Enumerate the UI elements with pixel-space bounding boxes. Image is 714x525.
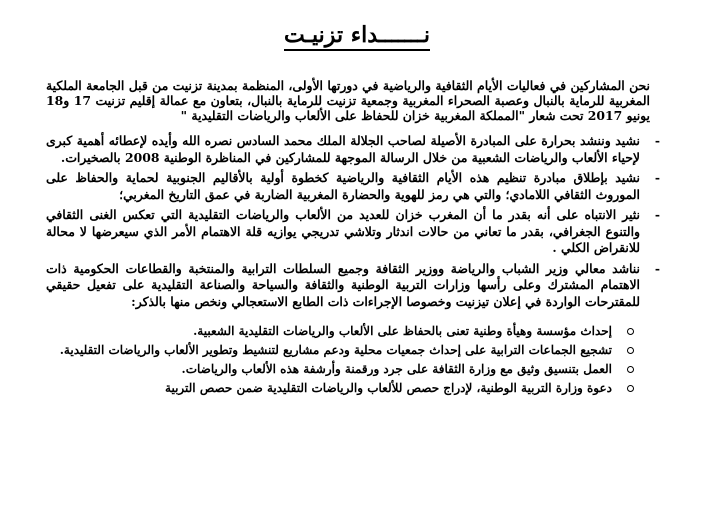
document-title: نـــــــداء تزنيـت (46, 0, 668, 58)
list-item (46, 381, 668, 396)
point-text: نثير الانتباه على أنه بقدر ما أن المغرب خزان للعديد من الألعاب والرياضات التقليدية التي تعكس الغنى الثقافي والتنوع الجغرافي، بقدر ما تعاني من حالات اندثار وتلاشي تدريجي يوازيه قلة الاهتمام الأمر الذي سيعرضها لا محالة للانقراض الكلي . (46, 207, 640, 255)
list-item (46, 324, 668, 339)
circle-bullet-icon (627, 366, 634, 373)
measure-text: دعوة وزارة التربية الوطنية، لإدراج حصص للألعاب والرياضات التقليدية ضمن حصص التربية (165, 381, 612, 395)
circle-bullet-icon (627, 328, 634, 335)
list-item (46, 170, 668, 203)
point-text: نشيد وننشد بحرارة على المبادرة الأصيلة لصاحب الجلالة الملك محمد السادس نصره الله وأيده لإعطائه أهمية كبرى لإحياء الألعاب والرياضات الشعبية من خلال الرسالة الموجهة للمشاركين في المناظرة الوطنية 2008 بالصخيرات. (46, 133, 640, 165)
intro-paragraph: نحن المشاركين في فعاليات الأيام الثقافية والرياضية في دورتها الأولى، المنظمة بمدينة تزنيت من قبل الجامعة الملكية المغربية للرماية بالنبال وعصبة الصحراء المغربية وجمعية تزنيت للرماية بالنبال، بتعاون مع عمالة إقليم تزنيت 17 و18 يونيو 2017 تحت شعار "المملكة المغربية خزان للحفاظ على الألعاب والرياضات التقليدية " (46, 78, 650, 123)
measure-text: العمل بتنسيق وثيق مع وزارة الثقافة على جرد ورقمنة وأرشفة هذه الألعاب والرياضات. (181, 362, 612, 376)
point-text: نشيد بإطلاق مبادرة تنظيم هذه الأيام الثقافية والرياضية كخطوة أولية بالأقاليم الجنوبية لحماية والحفاظ على الموروث الثقافي اللامادي؛ والتي هي رمز للهوية والحضارة المغربية الضاربة في عمق التاريخ المغربي؛ (46, 170, 640, 202)
list-item (46, 261, 668, 311)
list-item (46, 362, 668, 377)
list-item (46, 133, 668, 166)
measures-list (46, 324, 668, 396)
points-list (46, 133, 668, 310)
measure-text: تشجيع الجماعات الترابية على إحداث جمعيات محلية ودعم مشاريع لتنشيط وتطوير الألعاب والرياضات التقليدية. (59, 343, 612, 357)
list-item (46, 207, 668, 257)
dash-bullet: - (654, 207, 660, 222)
point-text: نناشد معالي وزير الشباب والرياضة ووزير الثقافة وجميع السلطات الترابية والمنتخبة والقطاعات الحكومية ذات الاهتمام المشترك وعلى رأسها وزارات التربية الوطنية والثقافة والسياحة والصناعة التقليدية على تفعيل حقيقي للمقترحات الواردة في إعلان تيزنيت وخصوصا الإجراءات ذات الطابع الاستعجالي ونخص منها بالذكر: (46, 260, 640, 309)
dash-bullet: - (654, 260, 660, 276)
circle-bullet-icon (627, 347, 634, 354)
measure-text: إحداث مؤسسة وهيأة وطنية تعنى بالحفاظ على الألعاب والرياضات التقليدية الشعبية. (193, 324, 612, 338)
list-item (46, 343, 668, 358)
dash-bullet: - (654, 170, 660, 185)
circle-bullet-icon (627, 385, 634, 392)
dash-bullet: - (654, 133, 660, 148)
